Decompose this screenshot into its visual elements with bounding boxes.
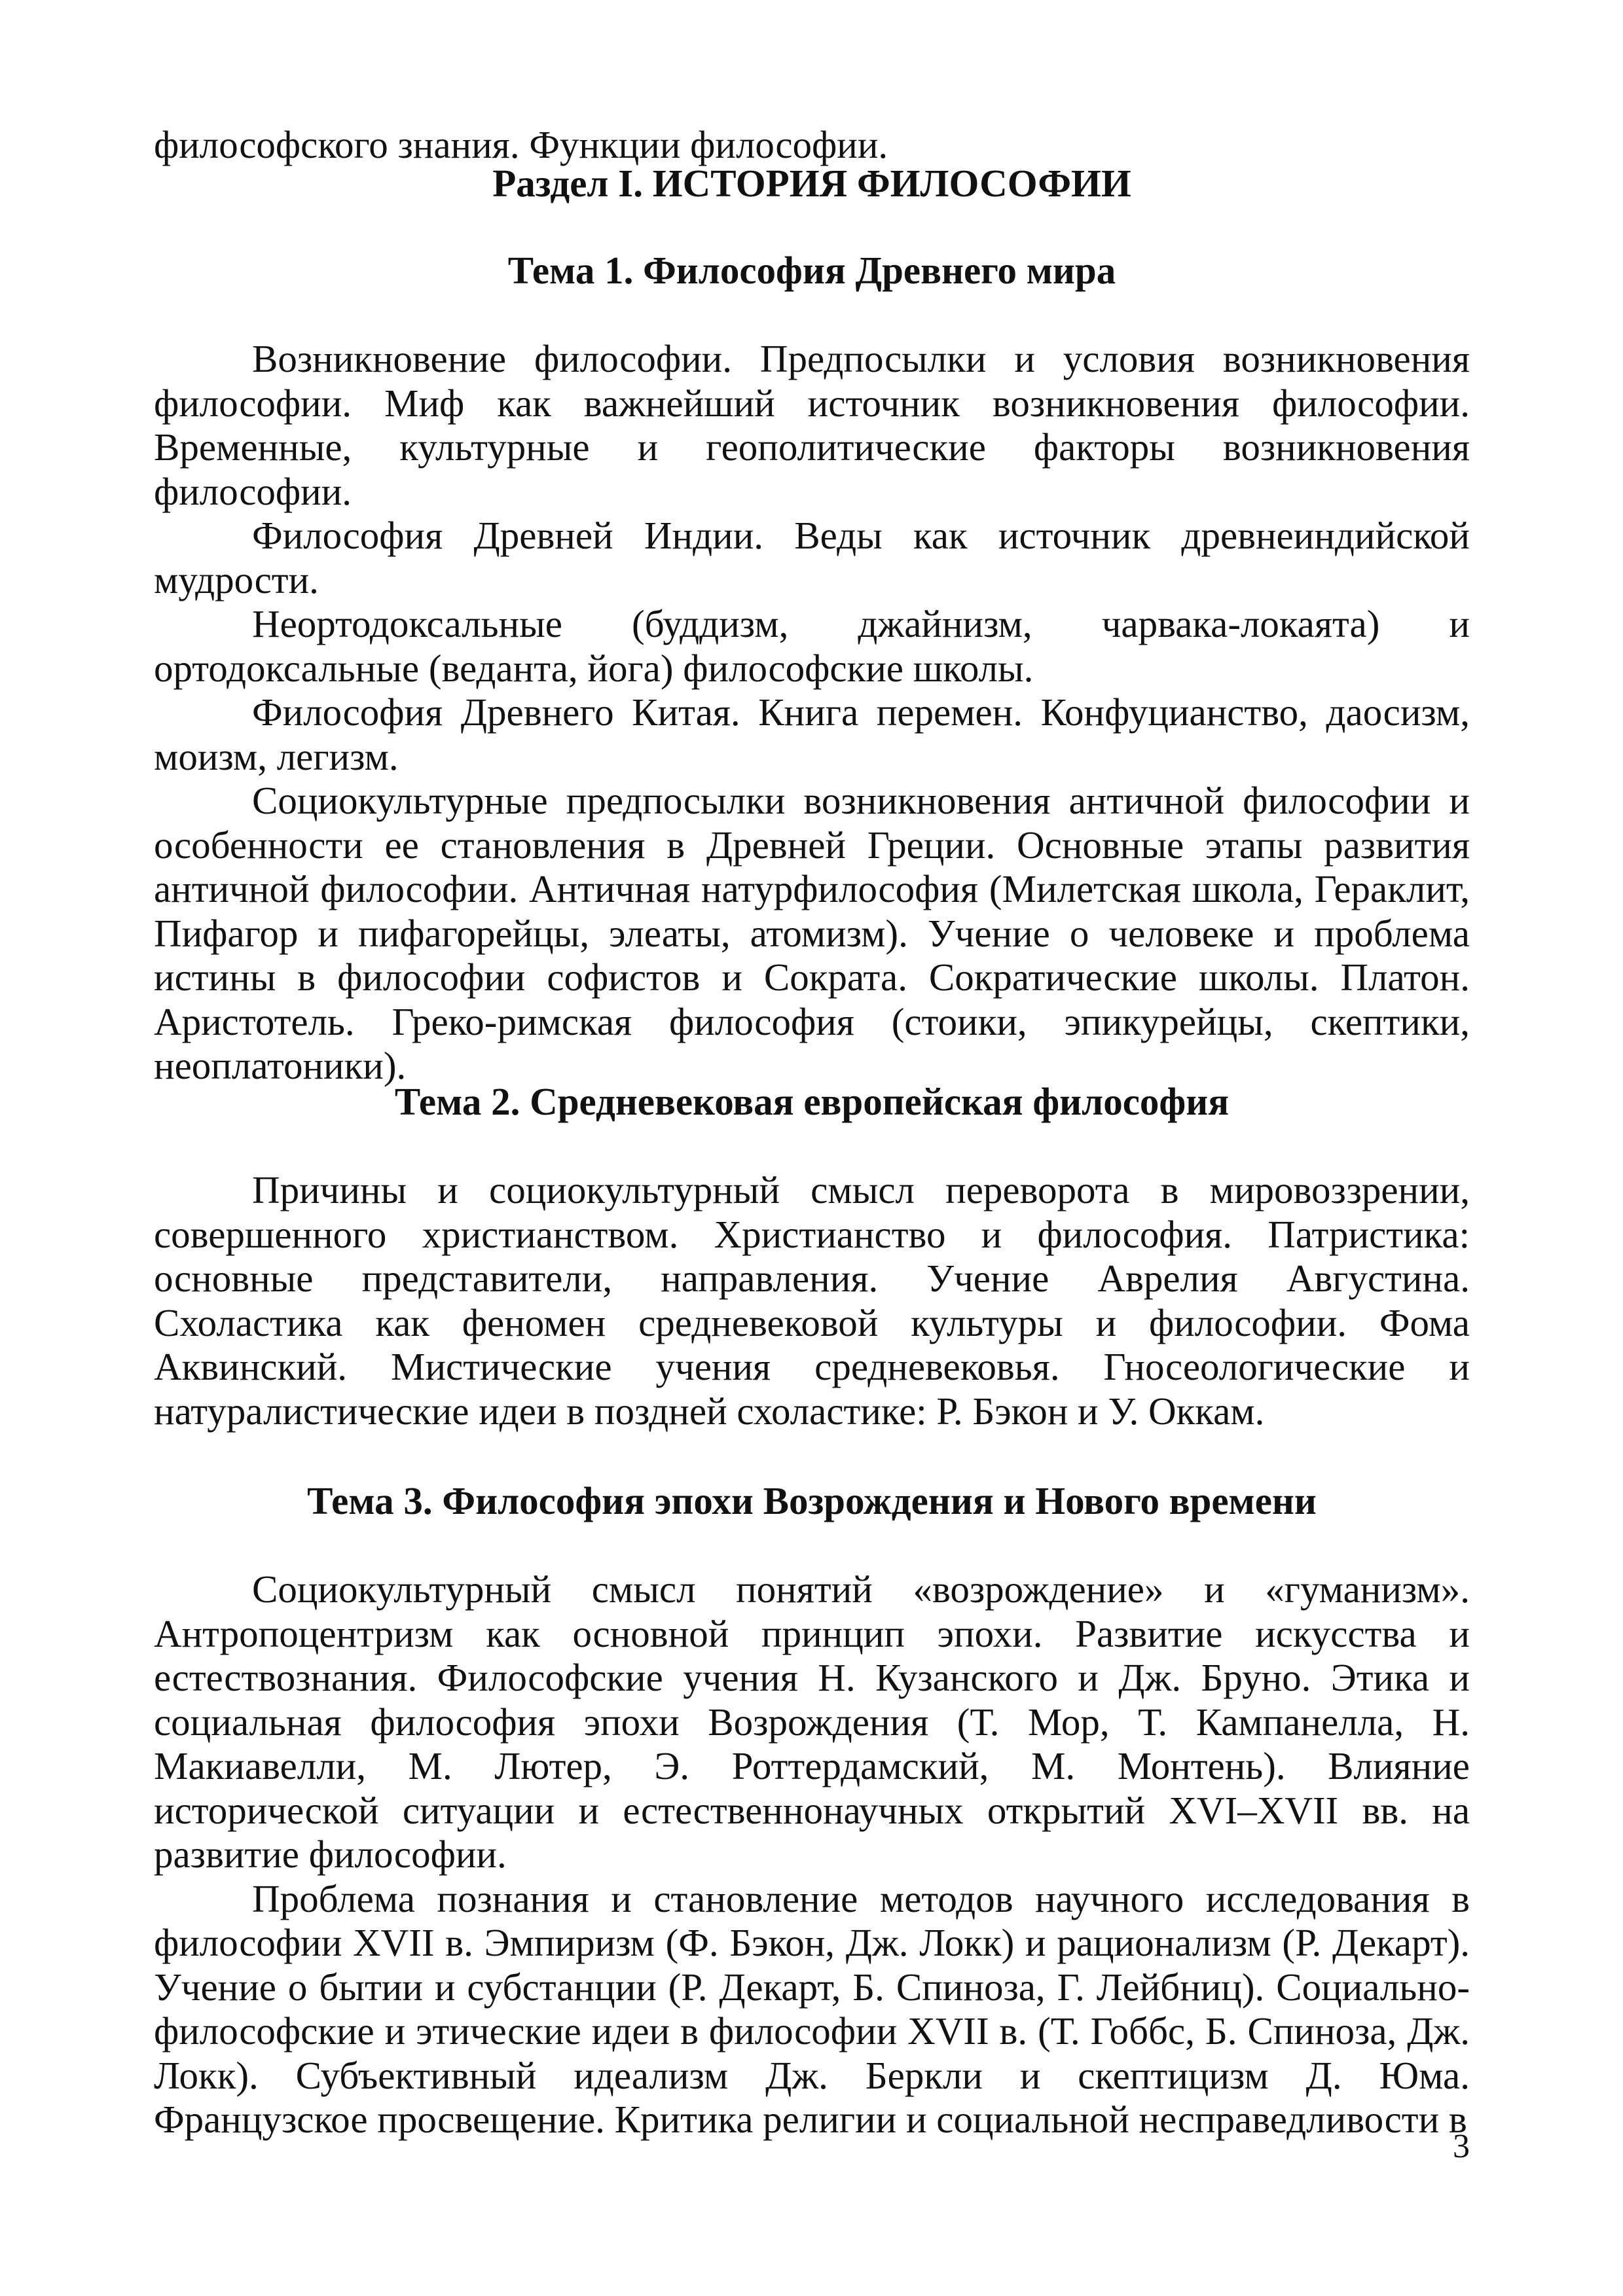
topic-1-title: Тема 1. Философия Древнего мира — [507, 249, 1116, 292]
topic-3-paragraph: Проблема познания и становление методов научного исследования в философии XVII в. Эмпиризм (Ф. Бэкон, Дж. Локк) и рационализм (Р. Декарт). Учение о бытии и субстанции (Р. Декарт, Б. Спиноза, Г. Лейбниц). Социально-философские и этические идеи в философии XVII в. (Т. Гоббс, Б. Спиноза, Дж. Локк). Субъективный идеализм Дж. Беркли и скептицизм Д. Юма. Французское просвещение. Критика религии и социальной несправедливости в — [154, 1876, 1470, 2141]
topic-2-paragraph: Причины и социокультурный смысл переворота в мировоззрении, совершенного христианством. Христианство и философия. Патристика: основные представители, направления. Учение Аврелия Августина. Схоластика как феномен средневековой культуры и философии. Фома Аквинский. Мистические учения средневековья. Гносеологические и натуралистические идеи в поздней схоластике: Р. Бэкон и У. Оккам. — [154, 1168, 1470, 1433]
topic-2-body — [154, 1168, 1470, 1433]
topic-1-paragraph: Возникновение философии. Предпосылки и условия возникновения философии. Миф как важнейший источник возникновения философии. Временные, культурные и геополитические факторы возникновения философии. — [154, 337, 1470, 513]
intro-block — [154, 123, 1470, 168]
topic-2-title: Тема 2. Средневековая европейская философия — [394, 1080, 1230, 1123]
topic-3-title: Тема 3. Философия эпохи Возрождения и Нового времени — [307, 1479, 1317, 1522]
topic-1-paragraph: Философия Древней Индии. Веды как источник древнеиндийской мудрости. — [154, 514, 1470, 601]
topic-3-paragraph: Социокультурный смысл понятий «возрождение» и «гуманизм». Антропоцентризм как основной принцип эпохи. Развитие искусства и естествознания. Философские учения Н. Кузанского и Дж. Бруно. Этика и социальная философия эпохи Возрождения (Т. Мор, Т. Кампанелла, Н. Макиавелли, М. Лютер, Э. Роттердамский, М. Монтень). Влияние исторической ситуации и естественнонаучных открытий XVI–XVII вв. на развитие философии. — [154, 1568, 1470, 1876]
topic-1-paragraph: Философия Древнего Китая. Книга перемен. Конфуцианство, даосизм, моизм, легизм. — [154, 691, 1470, 778]
topic-1-paragraph: Социокультурные предпосылки возникновения античной философии и особенности ее становления в Древней Греции. Основные этапы развития античной философии. Античная натурфилософия (Милетская школа, Гераклит, Пифагор и пифагорейцы, элеаты, атомизм). Учение о человеке и проблема истины в философии софистов и Сократа. Сократические школы. Платон. Аристотель. Греко-римская философия (стоики, эпикурейцы, скептики, неоплатоники). — [154, 779, 1470, 1087]
topic-1-body — [154, 337, 1470, 1088]
topic-1-paragraph: Неортодоксальные (буддизм, джайнизм, чарвака-локаята) и ортодоксальные (веданта, йога) философские школы. — [154, 602, 1470, 690]
topic-3-body — [154, 1568, 1470, 2142]
intro-line: философского знания. Функции философии. — [154, 123, 888, 166]
section-title: Раздел I. ИСТОРИЯ ФИЛОСОФИИ — [492, 162, 1131, 205]
page-number: 3 — [1453, 2128, 1470, 2165]
